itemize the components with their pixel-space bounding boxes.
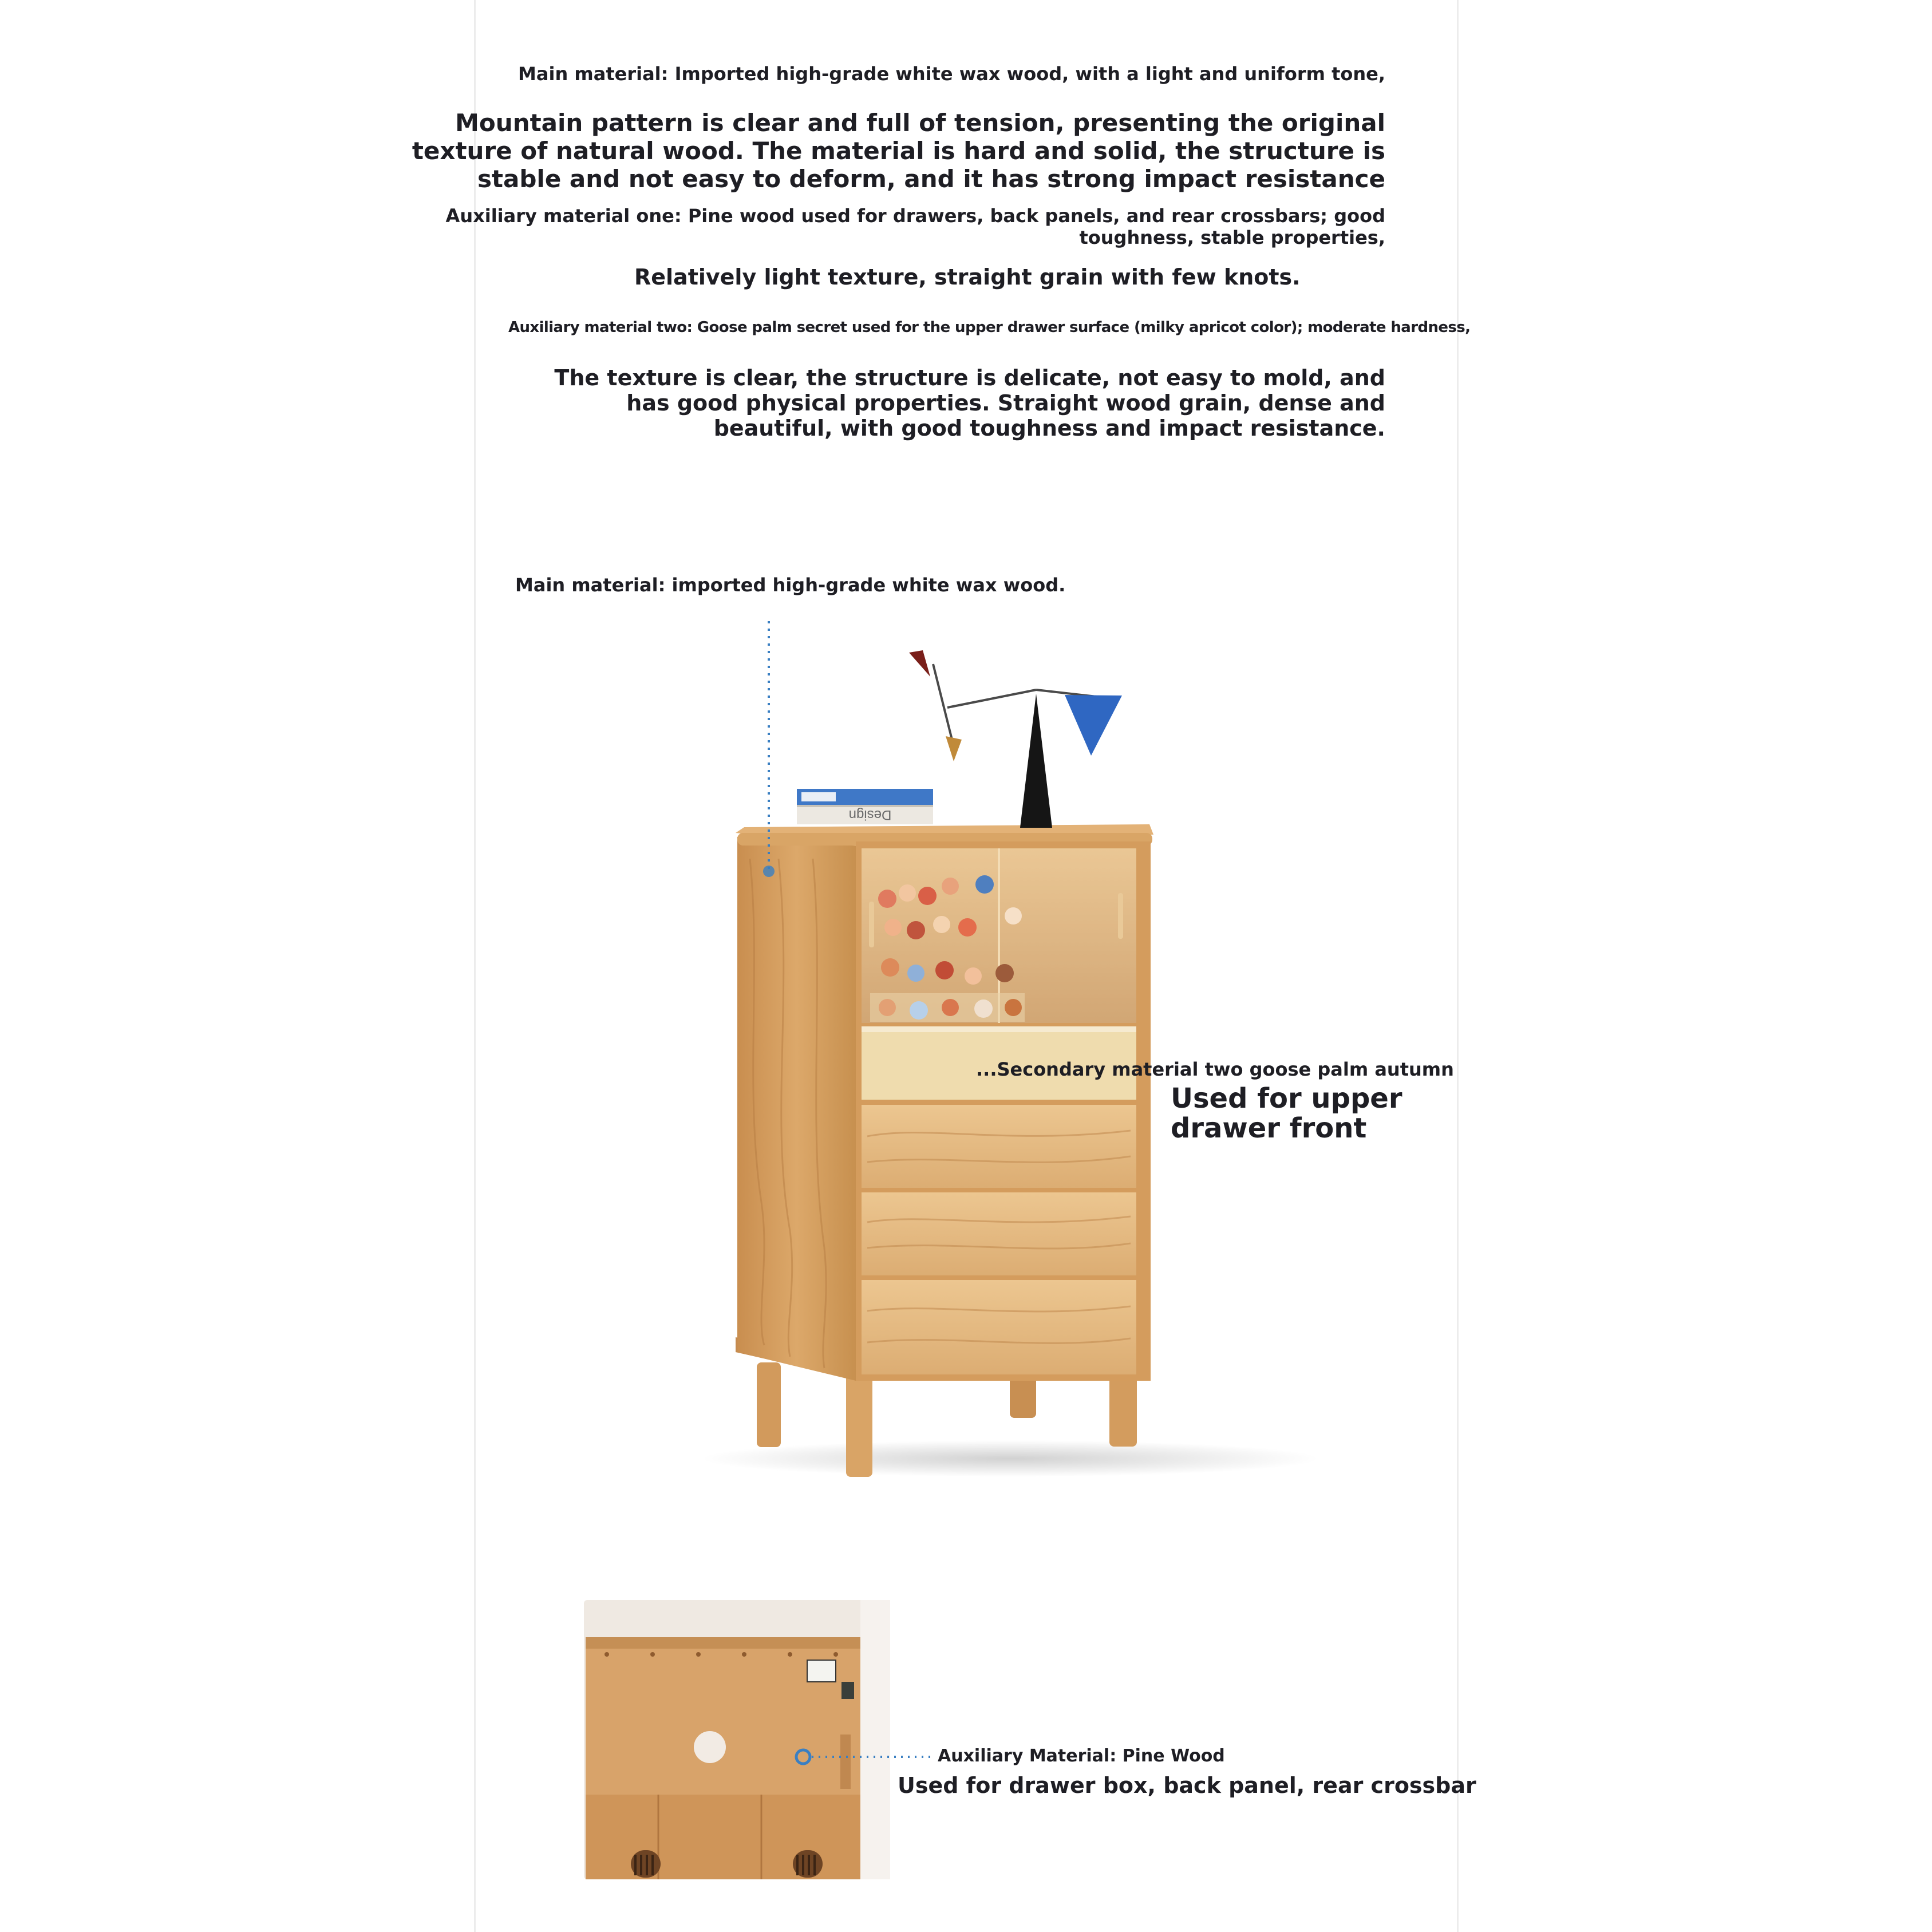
cabinet-leg [757, 1362, 781, 1447]
book-stack [797, 789, 933, 824]
secondary-material-label: ...Secondary material two goose palm autumn [976, 1058, 1454, 1080]
mountain-line: texture of natural wood. The material is hard and solid, the structure is [412, 137, 1385, 165]
aux-one-line: toughness, stable properties, [1079, 227, 1385, 248]
mountain-line: Mountain pattern is clear and full of tension, presenting the original [455, 109, 1385, 137]
aux-material-two-text: Auxiliary material two: Goose palm secret used for the upper drawer surface (milky apricot color); moderate hardness, [508, 319, 1471, 336]
drawer-box-note: Used for drawer box, back panel, rear crossbar [898, 1773, 1476, 1798]
main-material-label: Main material: imported high-grade white wax wood. [515, 574, 1066, 596]
texture-line: has good physical properties. Straight wood grain, dense and [626, 390, 1385, 416]
glass-door-handle [1118, 893, 1123, 939]
drawer-front [862, 1192, 1136, 1275]
upper-drawer-line: drawer front [1171, 1112, 1367, 1144]
back-panel-photo [584, 1600, 890, 1879]
upper-drawer-line: Used for upper [1171, 1082, 1402, 1115]
book-spine-text: Design [848, 807, 892, 823]
cabinet-leg [846, 1365, 872, 1477]
aux-one-line: Auxiliary material one: Pine wood used for drawers, back panels, and rear crossbars; good [445, 205, 1385, 227]
floor-shadow [701, 1440, 1319, 1477]
pine-wood-label: Auxiliary Material: Pine Wood [938, 1746, 1225, 1766]
drawer-front [862, 1105, 1136, 1188]
glass-door-handle [869, 902, 874, 947]
main-material-marker [763, 866, 775, 877]
mountain-line: stable and not easy to deform, and it has strong impact resistance [477, 165, 1385, 193]
texture-line: beautiful, with good toughness and impact resistance. [713, 416, 1385, 441]
mobile-sculpture [909, 650, 1122, 828]
upper-drawer-lip [862, 1026, 1136, 1032]
cabinet-side-panel [737, 837, 856, 1381]
drawer-front [862, 1280, 1136, 1374]
upper-drawer-note [1171, 1084, 1402, 1143]
texture-line: The texture is clear, the structure is delicate, not easy to mold, and [554, 365, 1385, 390]
main-material-line: Main material: Imported high-grade white wax wood, with a light and uniform tone, [518, 63, 1385, 85]
light-texture-text: Relatively light texture, straight grain with few knots. [634, 264, 1301, 290]
